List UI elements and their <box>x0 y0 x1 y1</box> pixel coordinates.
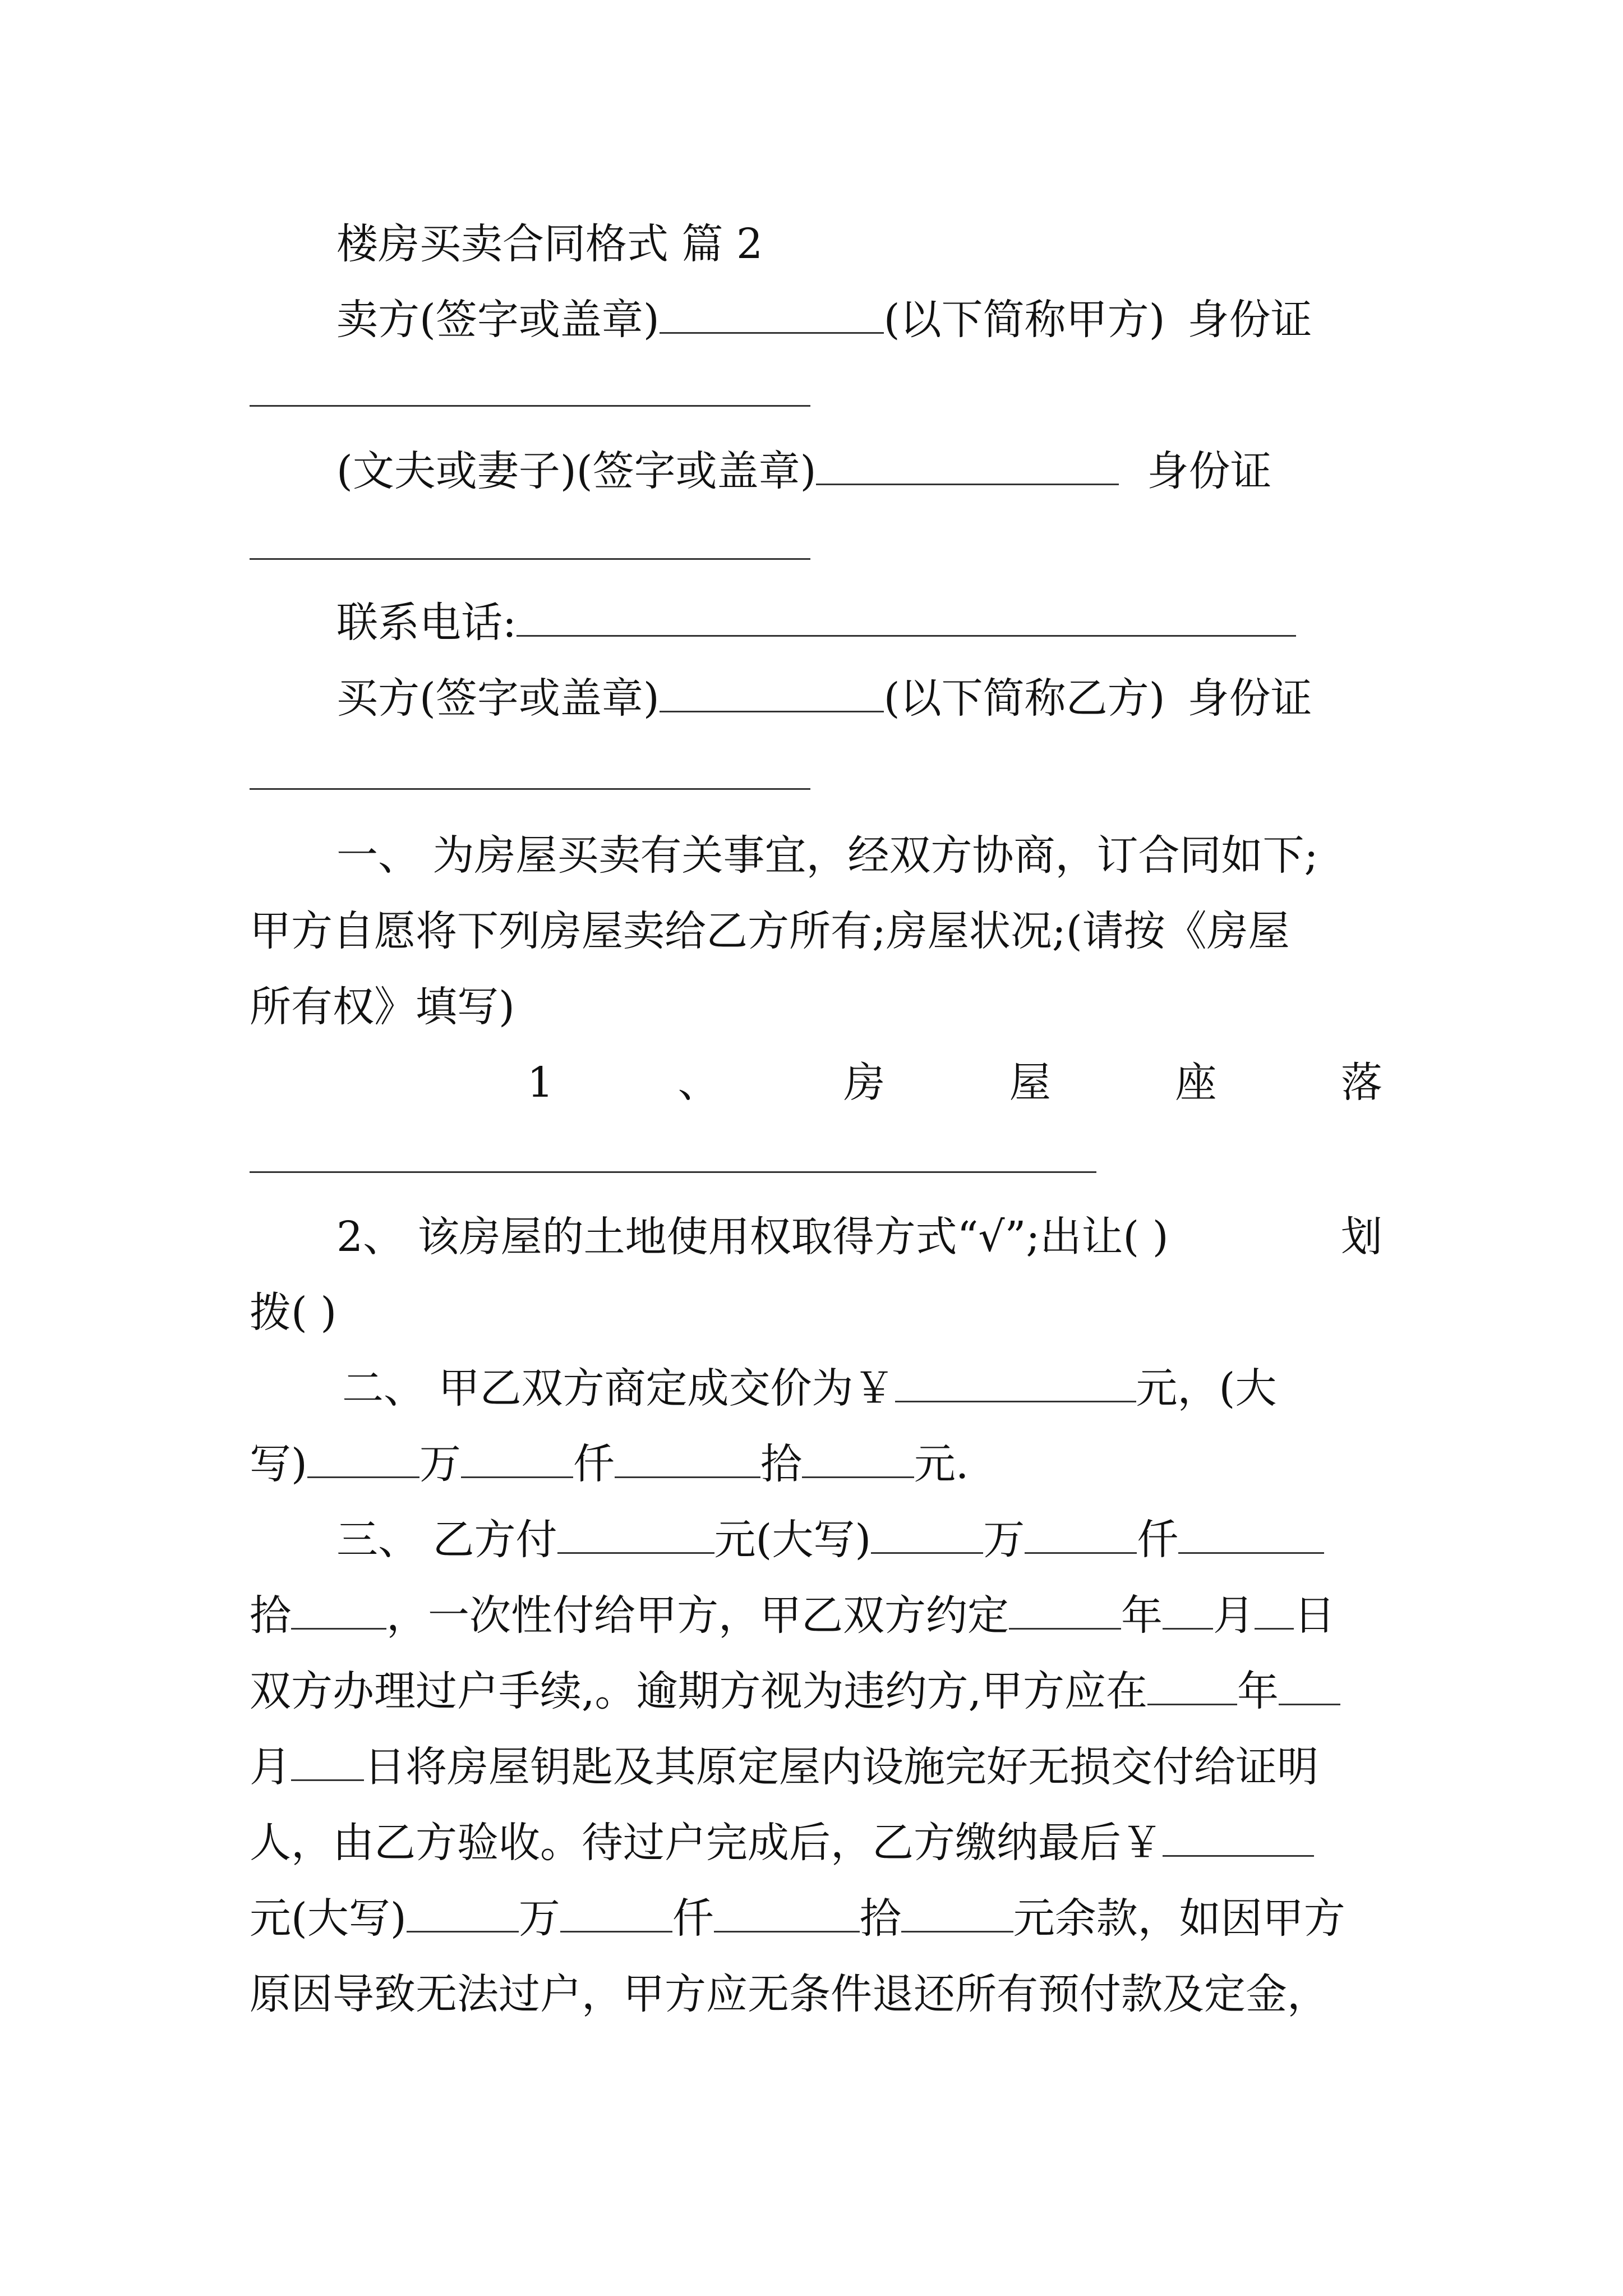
handover-month-blank <box>291 1739 364 1781</box>
section2-line1: 二、 甲乙双方商定成交价为￥ 元，(大 <box>342 1360 1382 1416</box>
transfer-year-blank <box>1009 1588 1121 1630</box>
price-blank <box>895 1360 1136 1402</box>
final-wan-blank <box>407 1890 519 1932</box>
document-title: 楼房买卖合同格式 篇 2 <box>336 220 763 268</box>
transfer-day-blank <box>1255 1588 1294 1630</box>
handover-year-blank <box>1147 1663 1237 1705</box>
payment-tail-blank <box>1178 1512 1324 1554</box>
seller-id-blank <box>250 405 810 407</box>
section3-line7: 原因导致无法过户，甲方应无条件退还所有预付款及定金， <box>250 1970 1329 2018</box>
final-qian-blank <box>560 1890 672 1932</box>
seller-signature-blank <box>660 292 884 334</box>
final-payment-blank <box>1163 1815 1314 1857</box>
final-shi-blank <box>714 1890 860 1932</box>
item1-house-location: 1 、 房 屋 座 落 <box>527 1059 1382 1107</box>
payment-shi-blank <box>291 1588 386 1630</box>
section3-line6: 元(大写) 万 仟 拾 元余款，如因甲方 <box>250 1890 1382 1947</box>
item2-line2: 拨( ) <box>250 1289 337 1337</box>
yuan-blank <box>802 1436 914 1478</box>
section3-line1: 三、 乙方付 元(大写) 万 仟 <box>336 1512 1382 1568</box>
item2-line1: 2、 该房屋的土地使用权取得方式“√”;出让( ) 划 <box>336 1213 1382 1261</box>
final-yuan-blank <box>901 1890 1013 1932</box>
payment-wan-blank <box>871 1512 983 1554</box>
section3-line4: 月 日将房屋钥匙及其原定屋内设施完好无损交付给证明 <box>250 1739 1382 1795</box>
buyer-id-blank <box>250 788 810 790</box>
section3-line2: 拾 ，一次性付给甲方，甲乙双方约定 年 月 日 <box>250 1588 1382 1644</box>
qian-blank <box>461 1436 573 1478</box>
transfer-month-blank <box>1163 1588 1213 1630</box>
seller-line: 卖方(签字或盖章) (以下简称甲方) 身份证 <box>336 292 1382 348</box>
spouse-id-blank <box>250 558 810 560</box>
shi-blank <box>615 1436 760 1478</box>
house-location-blank <box>250 1171 1096 1173</box>
buyer-signature-blank <box>660 670 884 712</box>
phone-line: 联系电话: <box>336 595 1382 651</box>
handover-tail-blank <box>1279 1663 1340 1705</box>
section2-line2: 写) 万 仟 拾 元. <box>250 1436 1382 1492</box>
section3-line5: 人，由乙方验收。待过户完成后，乙方缴纳最后￥ <box>250 1815 1382 1871</box>
section1-line3: 所有权》填写) <box>250 983 515 1031</box>
buyer-line: 买方(签字或盖章) (以下简称乙方) 身份证 <box>336 670 1382 726</box>
payment-blank <box>557 1512 714 1554</box>
payment-qian-blank <box>1025 1512 1137 1554</box>
section1-line1: 一、 为房屋买卖有关事宜，经双方协商，订合同如下; <box>336 831 1318 880</box>
section3-line3: 双方办理过户手续,。逾期方视为违约方,甲方应在 年 <box>250 1663 1382 1719</box>
section1-line2: 甲方自愿将下列房屋卖给乙方所有;房屋状况;(请按《房屋 <box>250 907 1290 955</box>
wan-blank <box>307 1436 419 1478</box>
spouse-line: (文夫或妻子)(签字或盖章) 身份证 <box>336 443 1382 499</box>
spouse-signature-blank <box>816 443 1119 485</box>
phone-blank <box>517 595 1296 637</box>
